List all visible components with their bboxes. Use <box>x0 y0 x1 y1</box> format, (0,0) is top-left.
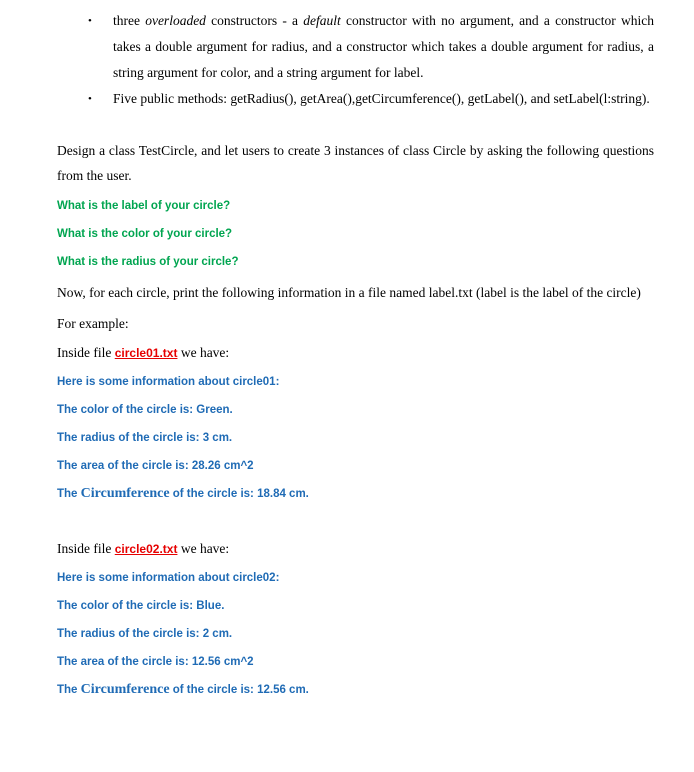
constructors-requirement-text: three overloaded constructors - a default constructor with no argument, and a constructor which takes a double argument for radius, and a constructor which takes a double argument for radius, a string argument for color, and a string argument for label. <box>113 13 654 80</box>
list-item-methods <box>88 86 654 112</box>
question-color: What is the color of your circle? <box>57 228 233 240</box>
file1-intro: Inside file circle01.txt we have: <box>57 345 230 360</box>
question-radius: What is the radius of your circle? <box>57 256 239 268</box>
list-item-constructors <box>88 8 654 86</box>
info-line: Here is some information about circle01: <box>57 376 280 388</box>
example-label: For example: <box>57 316 129 331</box>
question-label: What is the label of your circle? <box>57 200 231 212</box>
info-line-circumference: The Circumference of the circle is: 18.84 cm. <box>57 486 309 501</box>
requirements-list <box>57 8 654 112</box>
filename-link-circle02[interactable]: circle02.txt <box>114 542 178 556</box>
methods-requirement-text: Five public methods: getRadius(), getArea(),getCircumference(), getLabel(), and setLabel(l:string). <box>113 91 650 106</box>
info-line: Here is some information about circle02: <box>57 572 280 584</box>
user-questions <box>57 192 654 276</box>
circumference-word: Circumference <box>80 486 170 501</box>
bullet-icon: • <box>88 15 92 27</box>
info-line: The radius of the circle is: 2 cm. <box>57 628 233 640</box>
filename-link-circle01[interactable]: circle01.txt <box>114 346 178 360</box>
file2-intro: Inside file circle02.txt we have: <box>57 541 230 556</box>
instruction-paragraph: Now, for each circle, print the following information in a file named label.txt (label is the label of the circle) <box>57 285 641 300</box>
info-line: The area of the circle is: 12.56 cm^2 <box>57 656 254 668</box>
italic-word-default: default <box>303 13 341 28</box>
info-line: The color of the circle is: Blue. <box>57 600 225 612</box>
info-line: The radius of the circle is: 3 cm. <box>57 432 233 444</box>
info-line: The area of the circle is: 28.26 cm^2 <box>57 460 254 472</box>
info-line: The color of the circle is: Green. <box>57 404 233 416</box>
file1-contents <box>57 368 654 508</box>
circumference-word: Circumference <box>80 682 170 697</box>
info-line-circumference: The Circumference of the circle is: 12.56 cm. <box>57 682 309 697</box>
design-paragraph: Design a class TestCircle, and let users to create 3 instances of class Circle by asking the following questions from the user. <box>57 143 654 183</box>
file2-contents <box>57 564 654 704</box>
italic-word-overloaded: overloaded <box>145 13 206 28</box>
bullet-icon: • <box>88 93 92 105</box>
